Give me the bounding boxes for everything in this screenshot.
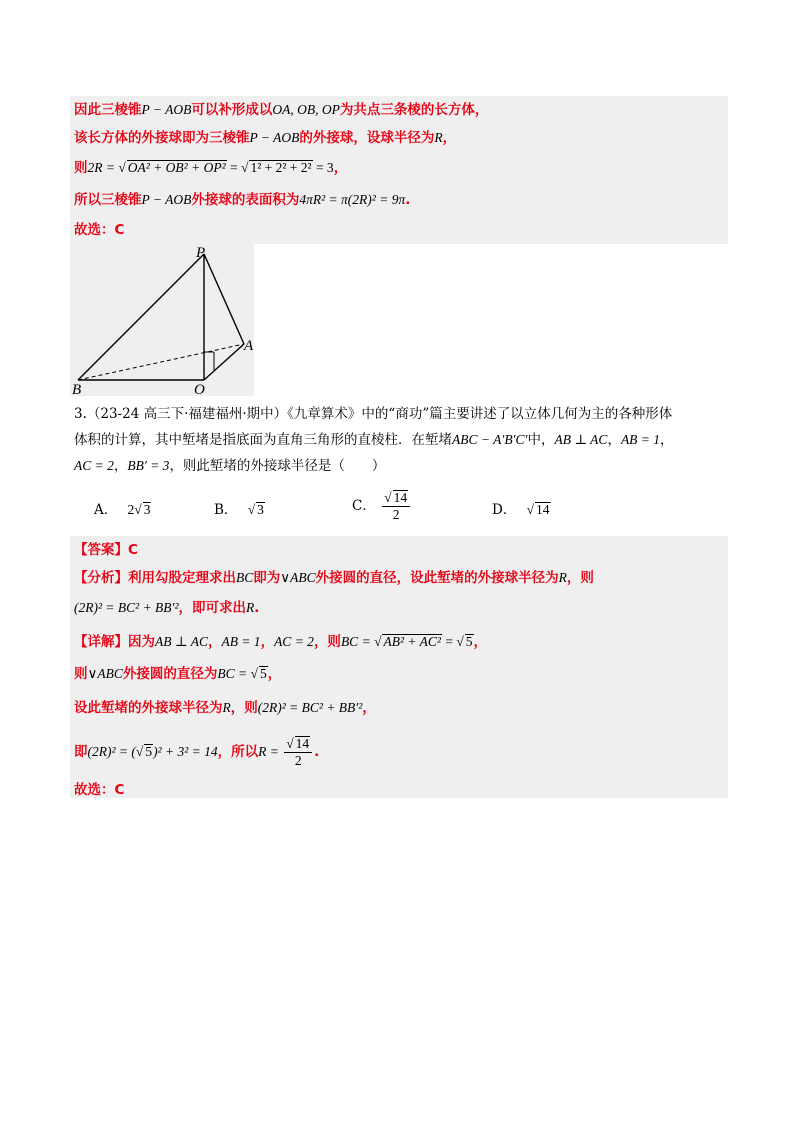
detail-line-3: 设此堑堵的外接球半径为R，则(2R)² = BC² + BB′²，: [74, 700, 376, 716]
top-line-4: 所以三棱锥P − AOB外接球的表面积为4πR² = π(2R)² = 9π.: [74, 192, 411, 208]
label-p: P: [196, 245, 206, 261]
option-a[interactable]: A． 2√ 3: [94, 502, 151, 518]
top-line-3: 则2R = √ OA² + OB² + OP² = √ 1² + 2² + 2² = 3，: [74, 160, 348, 176]
question-line-3: AC = 2，BB′ = 3，则此堑堵的外接球半径是（ ）: [74, 458, 386, 474]
label-o: O: [194, 382, 205, 396]
analysis-line-1: 【分析】利用勾股定理求出BC即为∨ABC外接圆的直径，设此堑堵的外接球半径为R，则: [74, 570, 594, 586]
final-answer: 故选：C: [74, 782, 125, 798]
question-line-2: 体积的计算，其中堑堵是指底面为直角三角形的直棱柱．在堑堵ABC − A′B′C′中，AB ⊥ AC，AB = 1，: [74, 432, 674, 448]
question-line-1: 3.（23-24 高三下·福建福州·期中）《九章算术》中的“商功”篇主要讲述了以立体几何为主的各种形体: [74, 406, 673, 422]
answer-line: 【答案】C: [74, 542, 138, 558]
pyramid-figure: [70, 244, 254, 396]
top-line-1: 因此三棱锥P − AOB可以补形成以OA, OB, OP为共点三条棱的长方体，: [74, 102, 489, 118]
option-c[interactable]: C． $\frac{√ 14}{2}$: [352, 490, 412, 522]
detail-line-2: 则∨ABC外接圆的直径为BC = √ 5，: [74, 666, 282, 682]
edge-pb: [78, 254, 204, 380]
edge-pa: [204, 254, 244, 344]
detail-line-4: 即(2R)² = (√ 5)² + 3² = 14，所以R = $\frac{√ 14}{2}$ .: [74, 736, 320, 768]
analysis-line-2: (2R)² = BC² + BB′²，即可求出R.: [74, 600, 260, 616]
option-b[interactable]: B． √ 3: [214, 502, 264, 518]
label-b: B: [72, 382, 82, 396]
edge-ba-dashed: [78, 344, 244, 380]
label-a: A: [244, 338, 254, 354]
edge-ao: [204, 344, 244, 380]
top-answer: 故选：C: [74, 222, 125, 238]
detail-line-1: 【详解】因为AB ⊥ AC，AB = 1，AC = 2，则BC = √ AB² + AC² = √ 5，: [74, 634, 487, 650]
option-d[interactable]: D． √ 14: [492, 502, 550, 518]
pyramid-svg: [70, 244, 254, 396]
top-line-2: 该长方体的外接球即为三棱锥P − AOB的外接球，设球半径为R，: [74, 130, 457, 146]
